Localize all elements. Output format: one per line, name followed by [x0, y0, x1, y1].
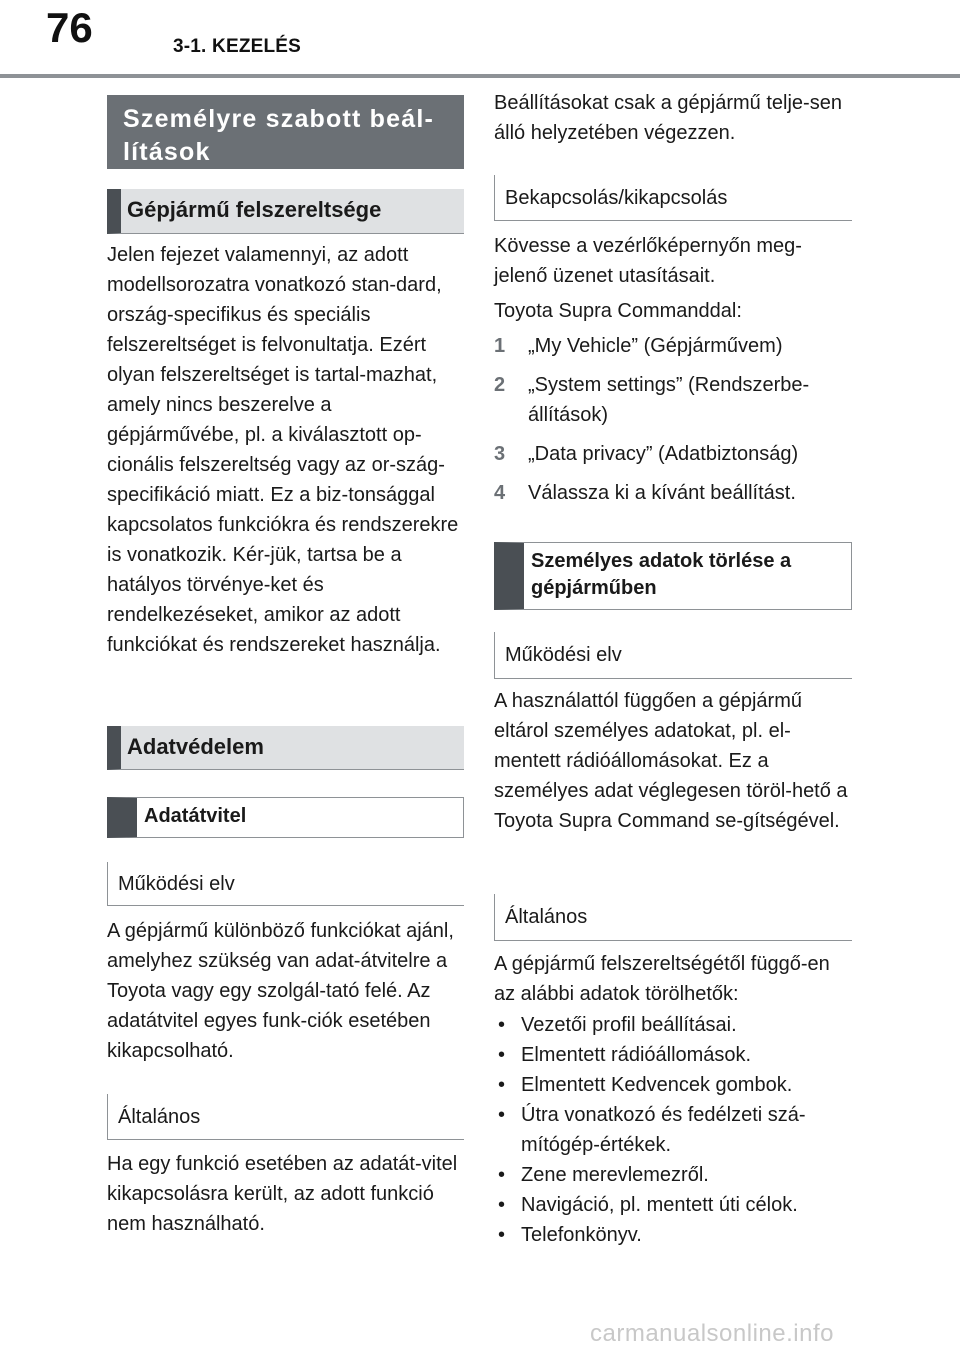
list-item: • Elmentett rádióállomások. [498, 1044, 752, 1066]
paragraph-settings-note: Beállításokat csak a gépjármű telje-sen álló helyzetében végezzen. [494, 92, 842, 144]
list-item: • Elmentett Kedvencek gombok. [498, 1074, 793, 1096]
subheading-equipment: Gépjármű felszereltsége [107, 189, 464, 234]
step-text: „Data privacy” (Adatbiztonság) [528, 443, 799, 465]
step-item [494, 370, 852, 430]
paragraph-equipment: Jelen fejezet valamennyi, az adott modellsorozatra vonatkozó stan-dard, ország-specifikus és speciális felszereltséget is felvonultatja. Ezért olyan felszereltséget is tartal-mazhat, amely nincs beszerelve a gépjárművébe, pl. a kiválasztott op-cionális felszereltség vagy az or-szág-specifikáció miatt. Ez a biz-tonsággal kapcsolatos funkciókra és rendszerekre is vonatkozik. Kér-jük, tartsa be a hatályos törvénye-ket és rendelkezéseket, amikor az adott funkciókat és rendszereket használja. [107, 244, 459, 656]
step-number: 3 [494, 443, 506, 465]
step-text: „System settings” (Rendszerbe-állítások) [528, 374, 810, 426]
line-heading-general: Általános [107, 1094, 464, 1140]
list-item: • Útra vonatkozó és fedélzeti szá-mítógép-értékek. [498, 1104, 806, 1156]
deletable-data-list [494, 1010, 852, 1250]
paragraph-supra-command: Toyota Supra Commanddal: [494, 300, 742, 322]
list-item: • Navigáció, pl. mentett úti célok. [498, 1194, 798, 1216]
box-heading-delete-personal-data: Személyes adatok törlése a gépjárműben [494, 542, 852, 610]
line-heading-on-off: Bekapcsolás/kikapcsolás [494, 175, 852, 221]
step-item [494, 439, 852, 469]
paragraph-general: Ha egy funkció esetében az adatát-vitel kikapcsolásra került, az adott funkció nem használható. [107, 1153, 458, 1235]
step-text: „My Vehicle” (Gépjárművem) [528, 335, 783, 357]
step-item [494, 478, 852, 508]
subheading-privacy: Adatvédelem [107, 726, 464, 770]
line-heading-principle: Működési elv [107, 862, 464, 906]
main-heading: Személyre szabott beál- lítások [107, 95, 464, 169]
line-heading-principle: Működési elv [494, 632, 852, 679]
step-item [494, 331, 852, 361]
paragraph-personal-data: A használattól függően a gépjármű eltárol személyes adatokat, pl. el-mentett rádióállomásokat. Ez a személyes adat véglegesen töröl-hető a Toyota Supra Command se-gítségével. [494, 690, 848, 832]
step-text: Válassza ki a kívánt beállítást. [528, 482, 796, 504]
list-item: • Zene merevlemezről. [498, 1164, 709, 1186]
header-rule [0, 74, 960, 78]
paragraph-data-transfer: A gépjármű különböző funkciókat ajánl, amelyhez szükség van adat-átvitelre a Toyota vagy egy szolgál-tató felé. Az adatátvitel egyes funk-ciók esetében kikapcsolható. [107, 920, 454, 1062]
step-number: 2 [494, 374, 506, 396]
paragraph-follow-message: Kövesse a vezérlőképernyőn meg-jelenő üzenet utasításait. [494, 235, 802, 287]
step-number: 1 [494, 335, 506, 357]
list-item: • Vezetői profil beállításai. [498, 1014, 737, 1036]
line-heading-general: Általános [494, 894, 852, 941]
box-heading-data-transfer: Adatátvitel [107, 797, 464, 838]
section-title: 3-1. KEZELÉS [173, 36, 302, 57]
step-number: 4 [494, 482, 506, 504]
list-item: • Telefonkönyv. [498, 1224, 642, 1246]
page-number: 76 [46, 4, 93, 51]
watermark: carmanualsonline.info [590, 1320, 834, 1347]
paragraph-deletable: A gépjármű felszereltségétől függő-en az alábbi adatok törölhetők: [494, 953, 830, 1005]
